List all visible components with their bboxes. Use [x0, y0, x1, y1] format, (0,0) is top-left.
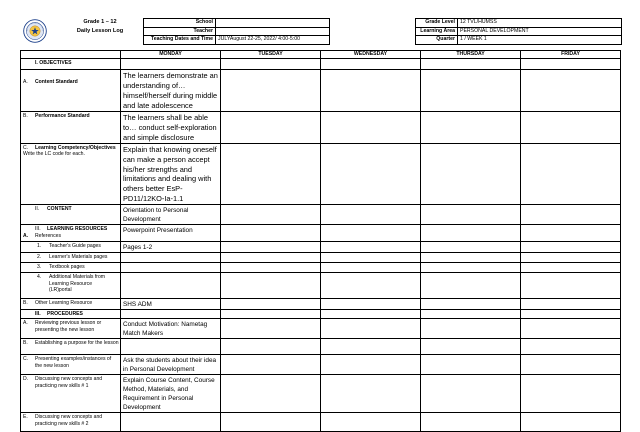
day-cell[interactable]	[321, 319, 421, 339]
monday-procedure-a[interactable]: Conduct Motivation: Nametag Match Makers	[121, 319, 221, 339]
school-row	[144, 19, 330, 28]
monday-textbook[interactable]	[121, 263, 221, 273]
day-cell[interactable]	[321, 143, 421, 204]
monday-teachers-guide[interactable]: Pages 1-2	[121, 242, 221, 253]
procedure-a-label: A. Reviewing previous lesson or presenting the new lesson	[21, 319, 121, 339]
monday-competency[interactable]: Explain that knowing oneself can make a person accept his/her strengths and limitations and dealing with others better EsP-PD11/12KO-Ia-1.1	[121, 143, 221, 204]
day-header: TUESDAY	[221, 51, 321, 59]
day-cell[interactable]	[221, 355, 321, 375]
day-cell[interactable]	[221, 205, 321, 225]
day-cell[interactable]	[321, 375, 421, 413]
day-header: WEDNESDAY	[321, 51, 421, 59]
day-cell[interactable]	[221, 112, 321, 144]
monday-procedure-e[interactable]	[121, 413, 221, 432]
learners-materials-row	[21, 253, 621, 263]
dll-header	[20, 18, 620, 44]
day-cell[interactable]	[221, 59, 321, 70]
day-cell[interactable]	[121, 59, 221, 70]
teacher-value[interactable]	[216, 27, 330, 36]
other-resource-label: B. Other Learning Resource	[21, 299, 121, 310]
teachers-guide-row	[21, 242, 621, 253]
teacher-row	[144, 27, 330, 36]
school-info-table	[143, 18, 330, 45]
day-cell[interactable]	[321, 355, 421, 375]
performance-standard-label: B. Performance Standard	[21, 112, 121, 144]
learning-resources-label: III. LEARNING RESOURCES A. References	[21, 225, 121, 242]
performance-standard-row	[21, 112, 621, 144]
procedures-heading-row	[21, 310, 621, 319]
additional-materials-label: 4. Additional Materials from Learning Resource (LR)portal	[21, 273, 121, 299]
day-cell[interactable]	[221, 319, 321, 339]
day-cell[interactable]	[521, 59, 621, 70]
school-label: School	[144, 19, 216, 28]
day-cell[interactable]	[521, 205, 621, 225]
day-header: FRIDAY	[521, 51, 621, 59]
procedure-e-row	[21, 413, 621, 432]
day-cell[interactable]	[421, 310, 521, 319]
quarter-value[interactable]: 1 / WEEK 1	[458, 36, 622, 45]
day-cell[interactable]	[521, 375, 621, 413]
day-cell[interactable]	[321, 273, 421, 299]
learning-area-value[interactable]: PERSONAL DEVELOPMENT	[458, 27, 622, 36]
day-cell[interactable]	[221, 310, 321, 319]
objectives-heading: I. OBJECTIVES	[21, 59, 121, 70]
day-cell[interactable]	[421, 59, 521, 70]
day-cell[interactable]	[421, 319, 521, 339]
day-cell[interactable]	[521, 413, 621, 432]
teacher-label: Teacher	[144, 27, 216, 36]
title-grade: Grade 1 – 12	[83, 19, 117, 25]
day-cell[interactable]	[421, 299, 521, 310]
procedures-heading: III. PROCEDURES	[21, 310, 121, 319]
day-cell[interactable]	[321, 225, 421, 242]
learners-materials-label: 2. Learner's Materials pages	[21, 253, 121, 263]
day-cell[interactable]	[521, 70, 621, 112]
content-standard-row	[21, 70, 621, 112]
day-cell[interactable]	[321, 299, 421, 310]
title-dll: Daily Lesson Log	[76, 28, 124, 34]
procedure-c-label: C. Presenting examples/instances of the new lesson	[21, 355, 121, 375]
day-cell[interactable]	[421, 112, 521, 144]
day-cell[interactable]	[221, 225, 321, 242]
day-cell[interactable]	[321, 253, 421, 263]
day-cell[interactable]	[121, 310, 221, 319]
monday-learners-materials[interactable]	[121, 253, 221, 263]
day-cell[interactable]	[321, 413, 421, 432]
day-header: MONDAY	[121, 51, 221, 59]
day-cell[interactable]	[421, 225, 521, 242]
day-cell[interactable]	[521, 319, 621, 339]
quarter-label: Quarter	[416, 36, 458, 45]
day-cell[interactable]	[221, 263, 321, 273]
grade-level-label: Grade Level	[416, 19, 458, 28]
school-value[interactable]	[216, 19, 330, 28]
monday-procedure-c[interactable]: Ask the students about their idea in Personal Development	[121, 355, 221, 375]
procedure-b-label: B. Establishing a purpose for the lesson	[21, 339, 121, 355]
procedure-c-row	[21, 355, 621, 375]
day-cell[interactable]	[421, 70, 521, 112]
learning-resources-row	[21, 225, 621, 242]
day-cell[interactable]	[521, 225, 621, 242]
day-cell[interactable]	[221, 339, 321, 355]
additional-materials-row	[21, 273, 621, 299]
competency-row	[21, 143, 621, 204]
day-cell[interactable]	[321, 339, 421, 355]
monday-content[interactable]: Orientation to Personal Development	[121, 205, 221, 225]
competency-label: C. Learning Competency/Objectives Write the LC code for each.	[21, 143, 121, 204]
monday-additional-materials[interactable]	[121, 273, 221, 299]
day-cell[interactable]	[221, 375, 321, 413]
dates-value[interactable]: JULYAugust 22-25, 2022/ 4:00-5:00	[216, 36, 330, 45]
day-cell[interactable]	[321, 59, 421, 70]
day-cell[interactable]	[221, 242, 321, 253]
day-cell[interactable]	[521, 299, 621, 310]
other-resource-row	[21, 299, 621, 310]
day-cell[interactable]	[421, 143, 521, 204]
content-row	[21, 205, 621, 225]
grade-level-row	[416, 19, 622, 28]
day-cell[interactable]	[421, 205, 521, 225]
day-cell[interactable]	[421, 375, 521, 413]
day-cell[interactable]	[221, 70, 321, 112]
procedure-e-label: E. Discussing new concepts and practicing new skills # 2	[21, 413, 121, 432]
day-cell[interactable]	[421, 339, 521, 355]
day-cell[interactable]	[421, 263, 521, 273]
day-cell[interactable]	[421, 355, 521, 375]
procedure-b-row	[21, 339, 621, 355]
dates-row	[144, 36, 330, 45]
textbook-label: 3. Textbook pages	[21, 263, 121, 273]
class-info-table	[415, 18, 622, 45]
quarter-row	[416, 36, 622, 45]
content-label: II. CONTENT	[21, 205, 121, 225]
day-cell[interactable]	[421, 413, 521, 432]
day-cell[interactable]	[421, 273, 521, 299]
day-cell[interactable]	[321, 263, 421, 273]
day-cell[interactable]	[221, 253, 321, 263]
day-cell[interactable]	[421, 242, 521, 253]
day-cell[interactable]	[521, 263, 621, 273]
day-cell[interactable]	[521, 310, 621, 319]
day-cell[interactable]	[221, 273, 321, 299]
lesson-log-table	[20, 50, 621, 432]
procedure-d-row	[21, 375, 621, 413]
day-cell[interactable]	[521, 112, 621, 144]
textbook-row	[21, 263, 621, 273]
dates-label: Teaching Dates and Time	[144, 36, 216, 45]
day-cell[interactable]	[521, 253, 621, 263]
day-cell[interactable]	[421, 253, 521, 263]
document-title	[60, 18, 140, 36]
monday-content-standard[interactable]: The learners demonstrate an understanding of… himself/herself during middle and late adolescence	[121, 70, 221, 112]
day-cell[interactable]	[321, 205, 421, 225]
day-cell[interactable]	[521, 339, 621, 355]
teachers-guide-label: 1. Teacher's Guide pages	[21, 242, 121, 253]
grade-level-value[interactable]: 12 TVL/HUMSS	[458, 19, 622, 28]
deped-seal-icon	[23, 19, 47, 43]
monday-procedure-d[interactable]: Explain Course Content, Course Method, Materials, and Requirement in Personal Development	[121, 375, 221, 413]
day-cell[interactable]	[321, 112, 421, 144]
day-cell[interactable]	[521, 242, 621, 253]
competency-sublabel: Write the LC code for each.	[23, 151, 85, 158]
day-cell[interactable]	[321, 242, 421, 253]
content-standard-label: A. Content Standard	[21, 70, 121, 112]
procedure-d-label: D. Discussing new concepts and practicing new skills # 1	[21, 375, 121, 413]
day-cell[interactable]	[521, 355, 621, 375]
monday-learning-resources[interactable]: Powerpoint Presentation	[121, 225, 221, 242]
day-cell[interactable]	[321, 310, 421, 319]
monday-procedure-b[interactable]	[121, 339, 221, 355]
monday-performance-standard[interactable]: The learners shall be able to… conduct self-exploration and simple disclosure	[121, 112, 221, 144]
monday-other-resource[interactable]: SHS ADM	[121, 299, 221, 310]
day-header-row	[21, 51, 621, 59]
day-cell[interactable]	[221, 299, 321, 310]
learning-area-label: Learning Area	[416, 27, 458, 36]
procedure-a-row	[21, 319, 621, 339]
blank-header-cell	[21, 51, 121, 59]
learning-area-row	[416, 27, 622, 36]
day-cell[interactable]	[221, 413, 321, 432]
day-cell[interactable]	[221, 143, 321, 204]
day-cell[interactable]	[321, 70, 421, 112]
day-cell[interactable]	[521, 273, 621, 299]
day-cell[interactable]	[521, 143, 621, 204]
objectives-row	[21, 59, 621, 70]
day-header: THURSDAY	[421, 51, 521, 59]
